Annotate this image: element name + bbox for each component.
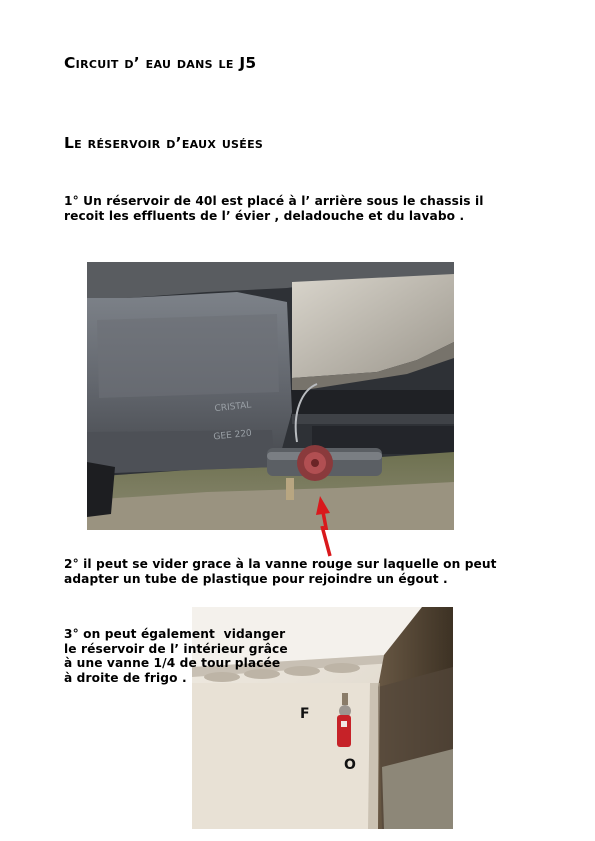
paragraph-3: 3° on peut également vidanger le réservoir de l’ intérieur grâce à une vanne 1/4 de tour placée à droite de frigo .: [64, 627, 288, 685]
photo-tank-under-chassis-drawing: [87, 262, 454, 530]
paragraph-1: 1° Un réservoir de 40l est placé à l’ arrière sous le chassis il recoit les effluents de l’ évier , deladouche et du lavabo .: [64, 194, 484, 223]
tank-marking-1: CRISTAL: [214, 400, 252, 415]
photo-tank-under-chassis: [87, 262, 454, 530]
document-title: Circuit d’ eau dans le J5: [64, 54, 257, 72]
red-arrow-tail: [318, 526, 338, 558]
paragraph-2: 2° il peut se vider grace à la vanne rouge sur laquelle on peut adapter un tube de plastique pour rejoindre un égout .: [64, 557, 497, 586]
red-drain-valve: [297, 445, 333, 481]
tank-marking-2: GEE 220: [213, 428, 253, 443]
section-title: Le réservoir d’eaux usées: [64, 134, 264, 152]
photo-label-f: F: [300, 706, 310, 722]
photo-label-o: O: [344, 757, 356, 773]
